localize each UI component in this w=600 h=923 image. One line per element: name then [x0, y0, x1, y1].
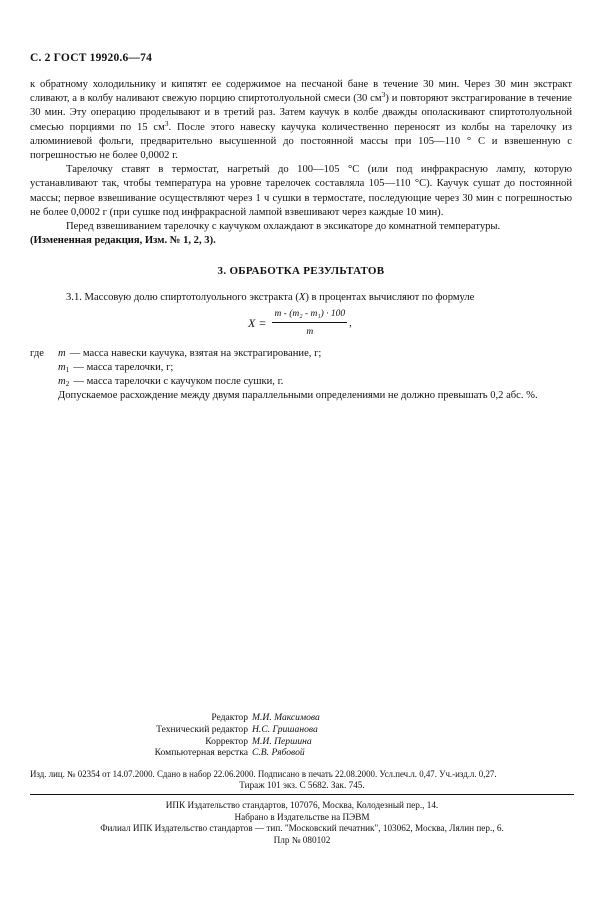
editorial-credits [0, 712, 600, 759]
formula-lhs: X = [248, 315, 267, 330]
definition-symbol: m [58, 362, 66, 374]
imprint-line: Изд. лиц. № 02354 от 14.07.2000. Сдано в набор 22.06.2000. Подписано в печать 22.08.2000. Усл.печ.л. 0,47. Уч.-изд.л. 0,27. [30, 769, 497, 779]
paragraph-extraction: к обратному холодильнику и кипятят ее содержимое на песчаной бане в течение 30 мин. Через 30 мин экстракт сливают, а в колбу наливают свежую порцию спиртотолуольной смеси (30 $см^3$) и повторяют экстрагирование в течение 30 мин. Эту операцию проделывают и в третий раз. Затем каучук в колбе дважды ополаскивают спиртотолуольной смесью порциями по 15 $см^3$. После этого навеску каучука количественно переносят из колбы на тарелочку из алюминиевой фольги, предварительно высушенной до постоянной массы при 105—110 ° С и взвешенную с погрешностью не более 0,0002 г. [30, 79, 572, 162]
credit-role: Редактор [211, 712, 248, 723]
credit-line [0, 712, 600, 724]
paragraph-cooling: Перед взвешиванием тарелочку с каучуком охлаждают в эксикаторе до комнатной температуры. [66, 221, 501, 233]
definition-symbol: m [58, 376, 66, 388]
credit-name: М.И. Максимова [252, 712, 320, 723]
credit-role: Технический редактор [156, 723, 248, 735]
credit-name: Н.С. Гришанова [252, 723, 318, 735]
credit-line [0, 736, 600, 748]
page-header: С. 2 ГОСТ 19920.6—74 [30, 52, 153, 64]
tolerance-note: Допускаемое расхождение между двумя параллельными определениями не должно превышать 0,2 абс. %. [58, 390, 538, 402]
formula-comma: , [349, 316, 352, 329]
credit-role: Компьютерная верстка [154, 747, 248, 759]
formula [248, 307, 352, 339]
definition-text: — масса тарелочки с каучуком после сушки, г. [73, 376, 284, 388]
where-label: где [30, 347, 44, 359]
formula-denominator: m [306, 327, 314, 338]
print-imprint [30, 769, 574, 791]
publisher-line: ИПК Издательство стандартов, 107076, Москва, Колодезный пер., 14. [165, 800, 439, 810]
clause-3-1: 3.1. Массовую долю спиртотолуольного экстракта (X) в процентах вычисляют по формуле [66, 291, 475, 303]
definition-row: $m_2$ — масса тарелочки с каучуком после сушки, г. [58, 376, 284, 389]
publisher-line: Плр № 080102 [273, 834, 331, 845]
definition-symbol: m [58, 347, 66, 359]
divider [30, 794, 574, 795]
credit-name: М.И. Першина [252, 735, 312, 747]
formula-fraction [272, 307, 347, 339]
formula-block [30, 307, 572, 347]
credit-role: Корректор [205, 735, 248, 747]
formula-numerator: m - (m₂ - m₁) · 100 [272, 307, 347, 323]
section-title: 3. ОБРАБОТКА РЕЗУЛЬТАТОВ [217, 265, 385, 278]
credit-line [0, 724, 600, 736]
credit-line [0, 747, 600, 759]
variable-definitions [30, 347, 572, 404]
publisher-line: Набрано в Издательстве на ПЭВМ [234, 811, 370, 822]
amendment-note: (Измененная редакция, Изм. № 1, 2, 3). [30, 235, 216, 247]
document-body [30, 78, 572, 404]
definition-row [30, 347, 572, 361]
imprint-line: Тираж 101 экз. С 5682. Зак. 745. [239, 780, 365, 791]
credit-name: С.В. Рябовой [252, 747, 305, 759]
definition-row: $m_1$ — масса тарелочки, г; [58, 362, 174, 375]
publisher-info [30, 800, 574, 846]
definition-text: — масса тарелочки, г; [73, 362, 174, 374]
publisher-line: Филиал ИПК Издательство стандартов — тип. "Московский печатник", 103062, Москва, Лялин пер., 6. [100, 823, 504, 834]
paragraph-drying: Тарелочку ставят в термостат, нагретый до 100—105 °С (или под инфракрасную лампу, которую устанавливают так, чтобы температура на уровне тарелочек составляла 105—110 °С). Каучук сушат до постоянной массы; первое взвешивание осуществляют через 1 ч сушки в термостате, последующие через 30 мин с погрешностью не более 0,0002 г (при сушке под инфракрасной лампой взвешивают через каждые 10 мин). [30, 164, 572, 218]
definition-text: — масса навески каучука, взятая на экстрагирование, г; [69, 347, 322, 359]
